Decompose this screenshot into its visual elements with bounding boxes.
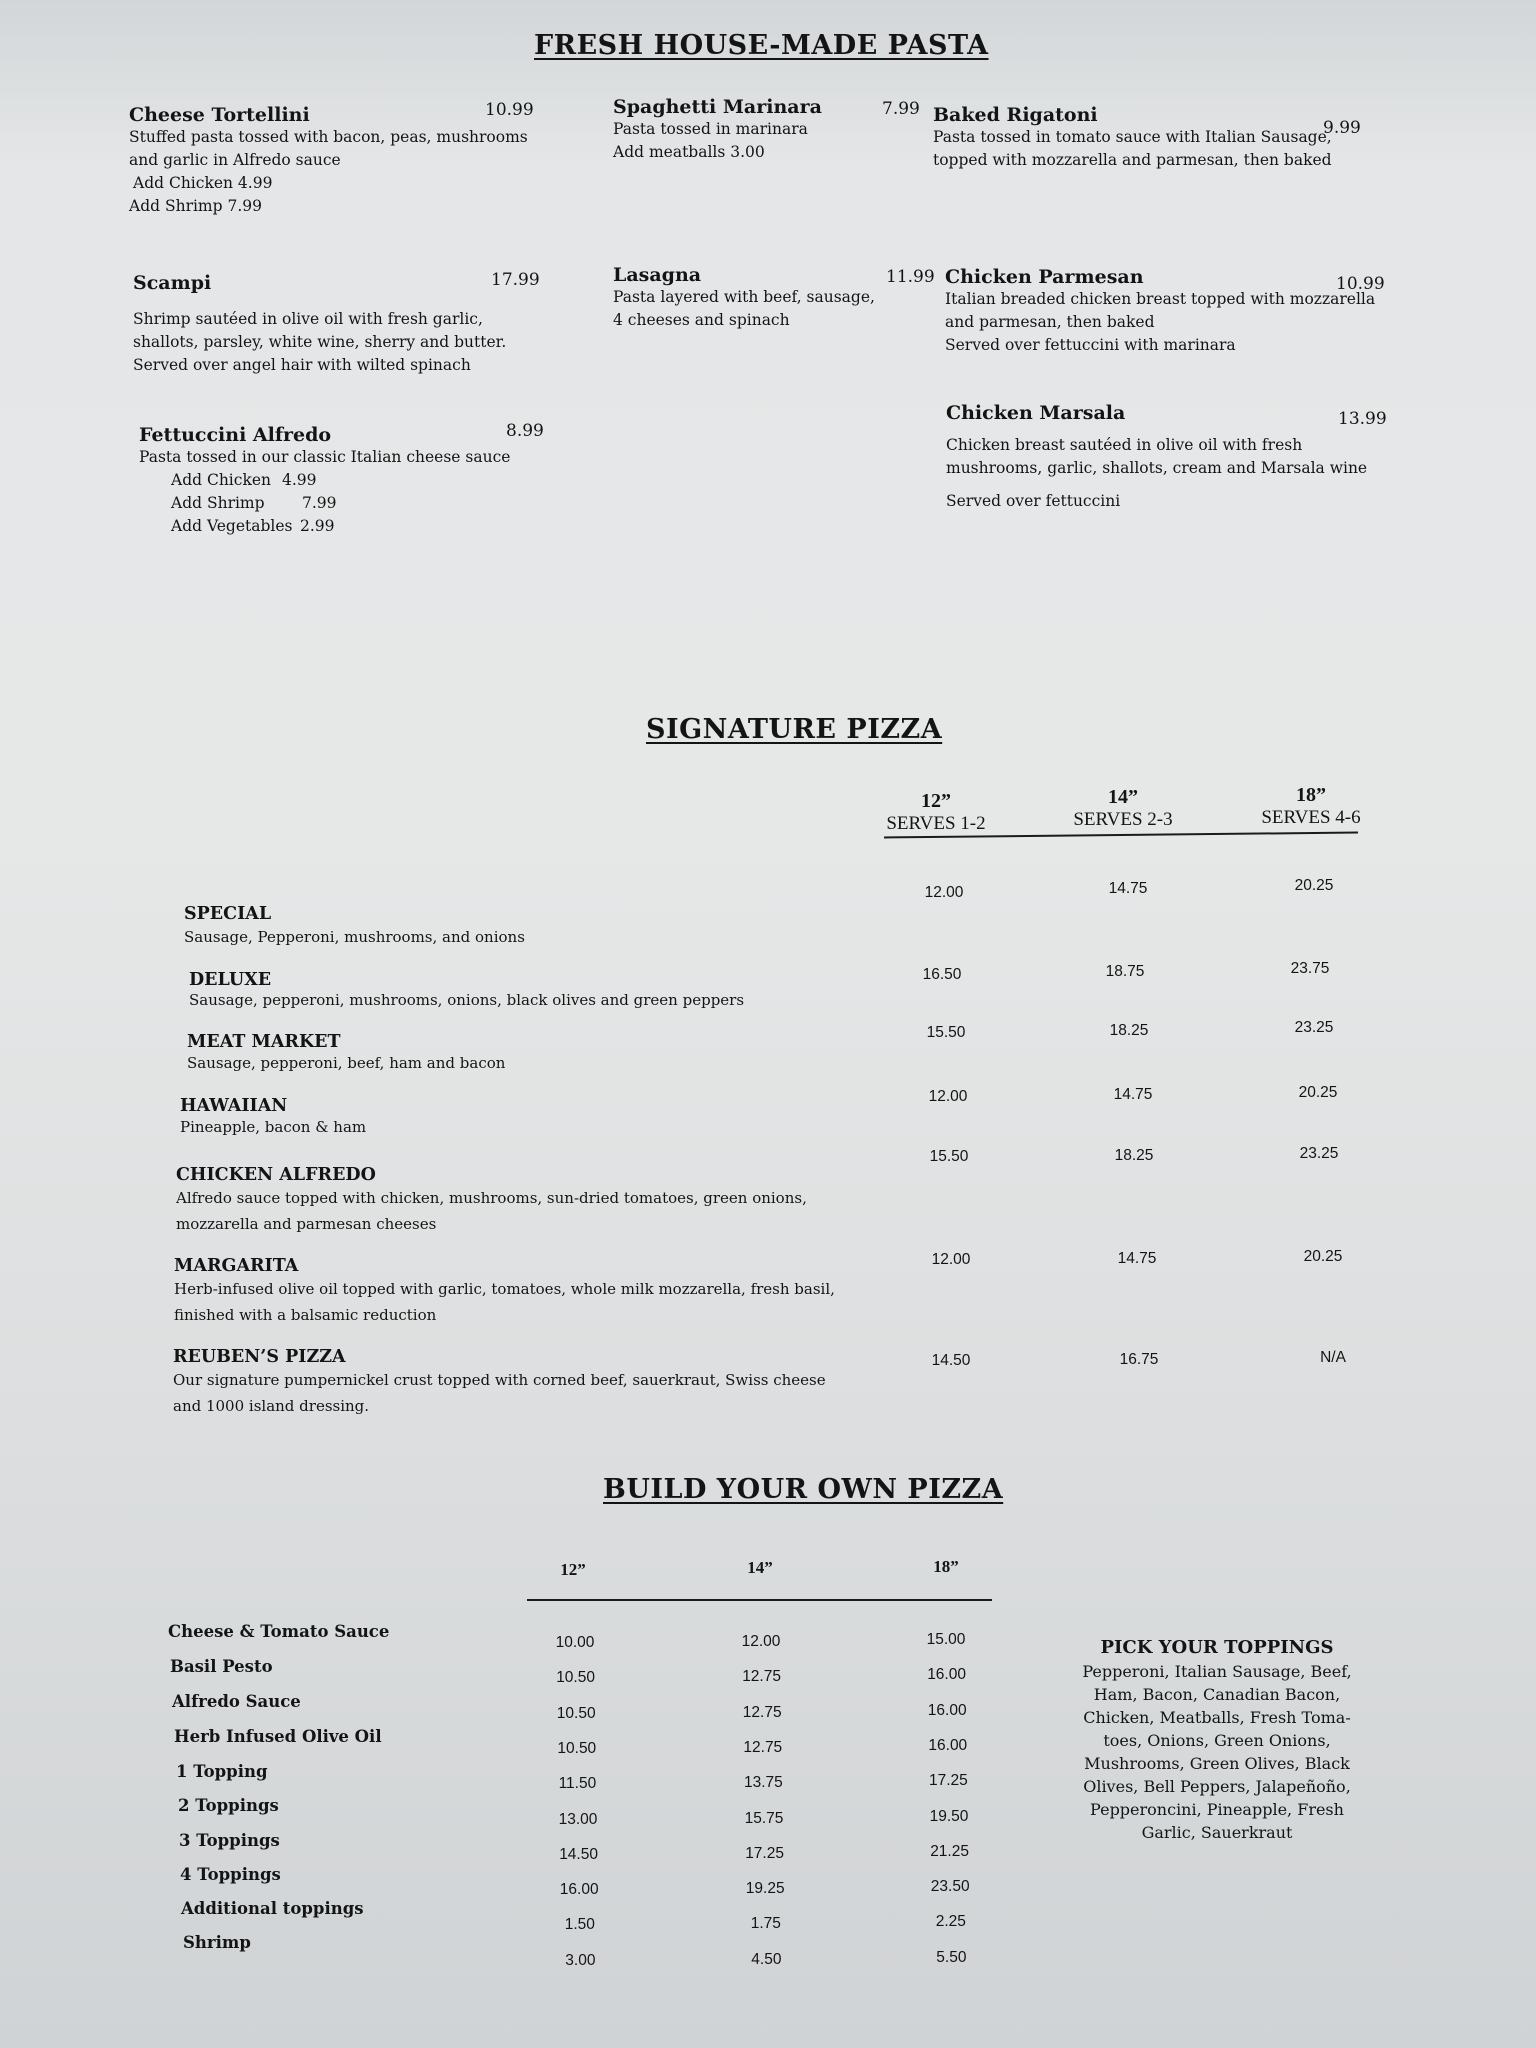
pizza-row-hawaiian bbox=[180, 1096, 366, 1138]
addon-price: 4.99 bbox=[282, 471, 317, 489]
byo-size-18 bbox=[906, 1557, 986, 1577]
serves-label: SERVES 2-3 bbox=[1073, 809, 1173, 830]
signature-pizza-heading: SIGNATURE PIZZA bbox=[646, 714, 943, 745]
byo-row-name: Alfredo Sauce bbox=[172, 1692, 301, 1711]
serves-label: SERVES 1-2 bbox=[886, 813, 986, 834]
price-reubens-18: N/A bbox=[1320, 1349, 1346, 1366]
pizza-description: Herb-infused olive oil topped with garlic, tomatoes, whole milk mozzarella, fresh basil, bbox=[174, 1280, 835, 1298]
desc-line: Italian breaded chicken breast topped with mozzarella bbox=[945, 290, 1376, 308]
addon-label: Add Chicken bbox=[171, 471, 271, 489]
pizza-description: mozzarella and parmesan cheeses bbox=[176, 1215, 437, 1233]
item-price: 17.99 bbox=[491, 270, 540, 290]
toppings-line: Olives, Bell Peppers, Jalapeñoño, bbox=[1083, 1777, 1351, 1796]
byo-price-12: 16.00 bbox=[559, 1881, 599, 1899]
byo-row-name: 2 Toppings bbox=[178, 1796, 279, 1815]
byo-price-18: 15.00 bbox=[926, 1631, 966, 1648]
pizza-description: Alfredo sauce topped with chicken, mushrooms, sun-dried tomatoes, green onions, bbox=[176, 1189, 807, 1207]
price-chicken-alfredo-14: 18.25 bbox=[1114, 1147, 1154, 1164]
item-name: Scampi bbox=[133, 272, 212, 294]
desc-line: 4 cheeses and spinach bbox=[613, 311, 790, 329]
desc-line: Add meatballs 3.00 bbox=[613, 143, 765, 161]
price-special-18: 20.25 bbox=[1294, 877, 1334, 894]
byo-price-12: 10.50 bbox=[557, 1739, 597, 1757]
desc-line: and garlic in Alfredo sauce bbox=[129, 151, 341, 169]
pasta-item-scampi bbox=[133, 272, 553, 377]
desc-line: Chicken breast sautéed in olive oil with fresh bbox=[946, 436, 1303, 454]
pizza-name: CHICKEN ALFREDO bbox=[176, 1165, 376, 1185]
item-price: 11.99 bbox=[886, 267, 935, 287]
price-hawaiian-12: 12.00 bbox=[928, 1088, 968, 1105]
byo-size-rule bbox=[527, 1599, 992, 1601]
toppings-line: Garlic, Sauerkraut bbox=[1141, 1823, 1293, 1842]
pasta-item-cheese-tortellini bbox=[129, 100, 549, 218]
item-description bbox=[933, 126, 1373, 172]
byo-price-18: 5.50 bbox=[936, 1948, 967, 1966]
byo-price-14: 13.75 bbox=[743, 1774, 783, 1792]
byo-price-12: 13.00 bbox=[558, 1810, 598, 1828]
pizza-description: finished with a balsamic reduction bbox=[174, 1306, 437, 1324]
pizza-description: Sausage, Pepperoni, mushrooms, and onions bbox=[184, 928, 525, 946]
byo-price-18: 21.25 bbox=[930, 1842, 969, 1860]
pizza-row-deluxe bbox=[189, 970, 744, 1010]
size-label: 14” bbox=[747, 1558, 773, 1577]
desc-line: Pasta tossed in our classic Italian cheese sauce bbox=[139, 448, 511, 466]
pizza-description: Our signature pumpernickel crust topped with corned beef, sauerkraut, Swiss cheese bbox=[173, 1371, 826, 1389]
item-name: Chicken Parmesan bbox=[945, 266, 1144, 288]
pizza-row-meat-market bbox=[187, 1032, 505, 1074]
price-meat-market-12: 15.50 bbox=[926, 1024, 966, 1041]
price-chicken-alfredo-18: 23.25 bbox=[1299, 1145, 1339, 1162]
byo-price-12: 1.50 bbox=[564, 1916, 595, 1934]
addon-list bbox=[139, 469, 559, 538]
toppings-line: toes, Onions, Green Onions, bbox=[1103, 1731, 1331, 1750]
byo-price-14: 15.75 bbox=[744, 1809, 784, 1827]
byo-price-14: 12.75 bbox=[742, 1703, 782, 1721]
byo-price-14: 12.75 bbox=[742, 1668, 781, 1686]
desc-line: Served over angel hair with wilted spinach bbox=[133, 356, 471, 374]
item-price: 13.99 bbox=[1338, 409, 1387, 429]
item-price: 7.99 bbox=[882, 99, 920, 119]
addon-row bbox=[171, 492, 559, 515]
byo-row-name: Cheese & Tomato Sauce bbox=[168, 1622, 390, 1641]
serves-label: SERVES 4-6 bbox=[1261, 807, 1361, 828]
pizza-row-margarita bbox=[174, 1256, 835, 1328]
price-chicken-alfredo-12: 15.50 bbox=[929, 1148, 969, 1165]
pizza-row-reubens bbox=[173, 1347, 826, 1419]
byo-price-18: 2.25 bbox=[935, 1913, 966, 1931]
desc-line: shallots, parsley, white wine, sherry and butter. bbox=[133, 333, 507, 351]
pizza-name: MARGARITA bbox=[174, 1256, 299, 1276]
item-description bbox=[133, 308, 553, 377]
toppings-box bbox=[1058, 1637, 1376, 1844]
item-description bbox=[613, 286, 933, 332]
price-special-14: 14.75 bbox=[1108, 880, 1148, 897]
byo-price-18: 16.00 bbox=[927, 1666, 966, 1684]
item-name: Chicken Marsala bbox=[946, 402, 1126, 424]
price-reubens-12: 14.50 bbox=[931, 1352, 971, 1369]
pizza-description: Sausage, pepperoni, beef, ham and bacon bbox=[187, 1054, 506, 1072]
toppings-line: Ham, Bacon, Canadian Bacon, bbox=[1093, 1685, 1341, 1704]
size-header-18 bbox=[1247, 784, 1375, 829]
item-price: 9.99 bbox=[1323, 118, 1361, 138]
item-description bbox=[139, 446, 559, 469]
price-deluxe-18: 23.75 bbox=[1290, 960, 1330, 977]
byo-price-14: 12.75 bbox=[743, 1738, 783, 1756]
desc-line: Add Chicken 4.99 bbox=[133, 174, 273, 192]
byo-size-14 bbox=[720, 1558, 800, 1578]
pasta-item-fettuccini-alfredo bbox=[139, 421, 559, 538]
byo-price-14: 12.00 bbox=[741, 1633, 781, 1650]
toppings-line: Pepperoni, Italian Sausage, Beef, bbox=[1082, 1662, 1352, 1681]
byo-price-18: 17.25 bbox=[928, 1772, 968, 1790]
pasta-item-spaghetti-marinara bbox=[613, 96, 923, 164]
pizza-name: DELUXE bbox=[189, 970, 272, 990]
byo-price-14: 1.75 bbox=[750, 1915, 781, 1933]
item-name: Spaghetti Marinara bbox=[613, 96, 822, 118]
desc-line: Pasta tossed in marinara bbox=[613, 120, 808, 138]
byo-price-12: 14.50 bbox=[559, 1845, 598, 1863]
byo-row-name: 1 Topping bbox=[176, 1762, 268, 1781]
desc-line: Served over fettuccini bbox=[946, 492, 1121, 510]
pizza-row-chicken-alfredo bbox=[176, 1165, 807, 1237]
price-deluxe-14: 18.75 bbox=[1105, 963, 1145, 980]
price-margarita-14: 14.75 bbox=[1117, 1250, 1157, 1267]
pasta-item-lasagna bbox=[613, 264, 933, 332]
toppings-list bbox=[1058, 1660, 1376, 1844]
desc-line: Pasta tossed in tomato sauce with Italian Sausage, bbox=[933, 128, 1332, 146]
byo-price-14: 17.25 bbox=[745, 1844, 784, 1862]
addon-price: 7.99 bbox=[302, 494, 337, 512]
size-label: 18” bbox=[933, 1557, 959, 1576]
item-name: Baked Rigatoni bbox=[933, 104, 1098, 126]
pizza-description: and 1000 island dressing. bbox=[173, 1397, 370, 1415]
size-label: 14” bbox=[1108, 786, 1138, 808]
price-meat-market-14: 18.25 bbox=[1109, 1022, 1149, 1039]
item-price: 10.99 bbox=[1336, 274, 1385, 294]
toppings-line: Mushrooms, Green Olives, Black bbox=[1084, 1754, 1350, 1773]
pizza-name: REUBEN’S PIZZA bbox=[173, 1347, 346, 1367]
byo-size-12 bbox=[533, 1560, 613, 1580]
byo-price-12: 10.00 bbox=[555, 1634, 595, 1651]
price-special-12: 12.00 bbox=[924, 884, 964, 901]
byo-price-18: 19.50 bbox=[929, 1807, 969, 1825]
toppings-heading: PICK YOUR TOPPINGS bbox=[1100, 1637, 1334, 1658]
price-hawaiian-14: 14.75 bbox=[1113, 1086, 1153, 1103]
byo-row-name: Shrimp bbox=[183, 1933, 251, 1952]
desc-line: mushrooms, garlic, shallots, cream and Marsala wine bbox=[946, 459, 1368, 477]
byo-price-12: 10.50 bbox=[556, 1704, 596, 1722]
addon-label: Add Vegetables bbox=[171, 517, 293, 535]
price-margarita-12: 12.00 bbox=[931, 1251, 971, 1268]
desc-line: Add Shrimp 7.99 bbox=[129, 197, 262, 215]
addon-price: 2.99 bbox=[300, 517, 335, 535]
addon-label: Add Shrimp bbox=[171, 494, 265, 512]
size-label: 12” bbox=[560, 1560, 586, 1579]
item-name: Lasagna bbox=[613, 264, 702, 286]
desc-line: Stuffed pasta tossed with bacon, peas, mushrooms bbox=[129, 128, 528, 146]
item-description bbox=[613, 118, 923, 164]
byo-row-name: Basil Pesto bbox=[170, 1657, 273, 1676]
desc-line: Shrimp sautéed in olive oil with fresh garlic, bbox=[133, 310, 483, 328]
byo-row-name: 3 Toppings bbox=[179, 1831, 280, 1850]
item-price: 8.99 bbox=[506, 421, 544, 441]
pasta-item-chicken-parmesan bbox=[945, 266, 1385, 357]
item-price: 10.99 bbox=[485, 100, 534, 120]
addon-row bbox=[171, 515, 559, 538]
item-description bbox=[946, 434, 1386, 513]
desc-line: Pasta layered with beef, sausage, bbox=[613, 288, 875, 306]
pizza-row-special bbox=[184, 904, 525, 950]
byo-price-12: 10.50 bbox=[556, 1669, 595, 1687]
price-hawaiian-18: 20.25 bbox=[1298, 1084, 1338, 1101]
byo-pizza-heading: BUILD YOUR OWN PIZZA bbox=[603, 1474, 1004, 1505]
price-meat-market-18: 23.25 bbox=[1294, 1019, 1334, 1036]
byo-price-14: 4.50 bbox=[751, 1950, 782, 1968]
price-reubens-14: 16.75 bbox=[1119, 1351, 1159, 1368]
size-header-14 bbox=[1059, 786, 1187, 831]
byo-price-12: 11.50 bbox=[558, 1775, 597, 1793]
pasta-heading: FRESH HOUSE-MADE PASTA bbox=[534, 30, 989, 61]
pasta-item-baked-rigatoni bbox=[933, 104, 1373, 172]
item-description bbox=[945, 288, 1385, 357]
item-description bbox=[129, 126, 549, 218]
desc-line: and parmesan, then baked bbox=[945, 313, 1155, 331]
size-header-12 bbox=[874, 790, 998, 835]
byo-price-14: 19.25 bbox=[745, 1880, 785, 1898]
pasta-item-chicken-marsala bbox=[946, 402, 1386, 513]
byo-row-name: Herb Infused Olive Oil bbox=[174, 1727, 382, 1746]
desc-line: topped with mozzarella and parmesan, then baked bbox=[933, 151, 1332, 169]
size-label: 12” bbox=[921, 790, 951, 812]
desc-line: Served over fettuccini with marinara bbox=[945, 336, 1236, 354]
toppings-line: Pepperoncini, Pineapple, Fresh bbox=[1090, 1800, 1344, 1819]
price-margarita-18: 20.25 bbox=[1303, 1248, 1343, 1265]
pizza-name: SPECIAL bbox=[184, 904, 272, 924]
byo-price-12: 3.00 bbox=[565, 1951, 596, 1969]
byo-row-name: 4 Toppings bbox=[180, 1865, 281, 1884]
pizza-description: Pineapple, bacon & ham bbox=[180, 1118, 367, 1136]
pizza-name: MEAT MARKET bbox=[187, 1032, 341, 1052]
byo-price-18: 23.50 bbox=[930, 1878, 970, 1896]
toppings-line: Chicken, Meatballs, Fresh Toma- bbox=[1083, 1708, 1351, 1727]
price-deluxe-12: 16.50 bbox=[922, 966, 962, 983]
size-label: 18” bbox=[1296, 784, 1326, 806]
byo-row-name: Additional toppings bbox=[181, 1899, 364, 1918]
item-name: Cheese Tortellini bbox=[129, 104, 310, 126]
byo-price-18: 16.00 bbox=[928, 1736, 968, 1754]
pizza-name: HAWAIIAN bbox=[180, 1096, 288, 1116]
byo-price-18: 16.00 bbox=[927, 1701, 967, 1719]
pizza-description: Sausage, pepperoni, mushrooms, onions, black olives and green peppers bbox=[189, 991, 745, 1009]
addon-row bbox=[171, 469, 559, 492]
item-name: Fettuccini Alfredo bbox=[139, 424, 332, 446]
